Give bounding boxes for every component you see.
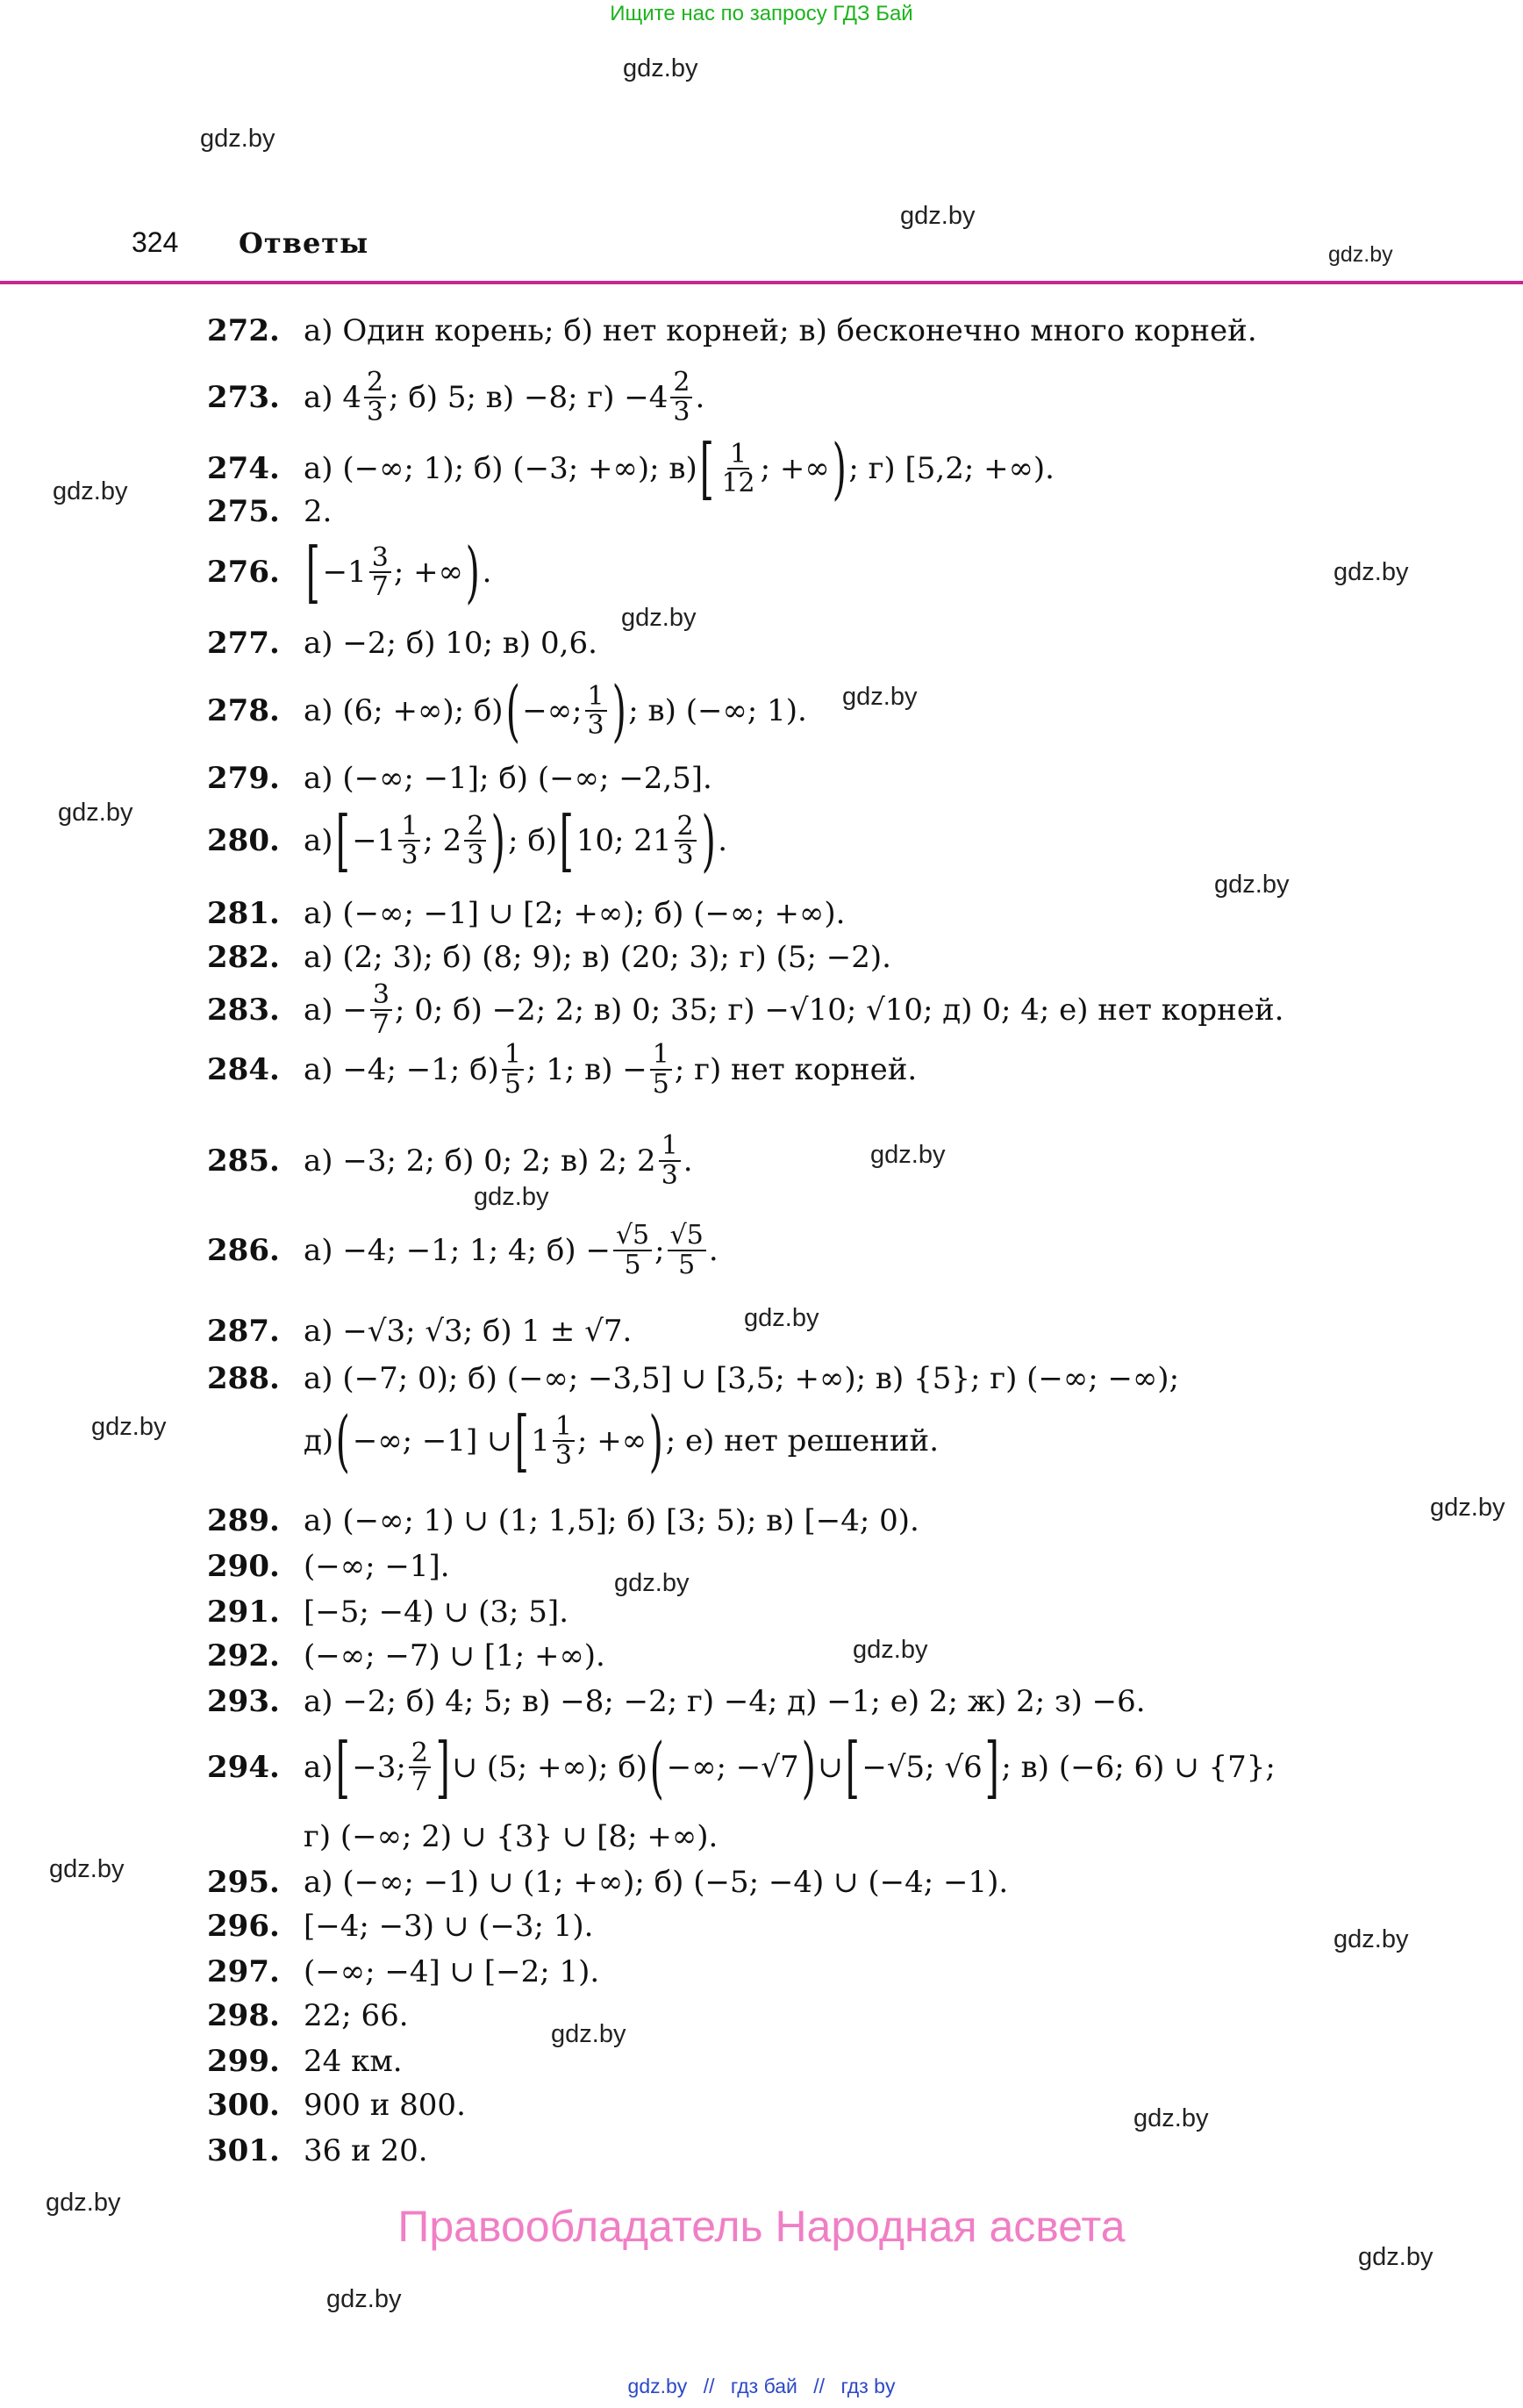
watermark: gdz.by xyxy=(53,477,128,505)
answer-293: 293. а) −2; б) 4; 5; в) −8; −2; г) −4; д) −1; е) 2; ж) 2; з) −6. xyxy=(207,1684,1146,1719)
link-gdz-bai[interactable]: гдз бай xyxy=(730,2375,797,2397)
link-gdz-by-ru[interactable]: гдз by xyxy=(840,2375,896,2397)
watermark: gdz.by xyxy=(870,1141,946,1169)
fraction: $\frac{3}{7}$ xyxy=(369,544,391,601)
watermark: gdz.by xyxy=(1334,558,1409,586)
watermark: gdz.by xyxy=(200,125,275,153)
answer-288-continued: д) ( −∞; −1] ∪ [ 1 $\frac{1}{3}$ ; +∞ ) ; е) нет решений. xyxy=(304,1401,940,1480)
answer-286: 286. а) −4; −1; 1; 4; б) − $\frac{√5}{5}$ ; $\frac{√5}{5}$ . xyxy=(207,1220,719,1280)
watermark: gdz.by xyxy=(91,1413,167,1441)
separator: // xyxy=(703,2375,715,2397)
watermark: gdz.by xyxy=(842,683,918,711)
fraction: $\frac{2}{3}$ xyxy=(670,369,692,426)
answer-288: 288. а) (−7; 0); б) (−∞; −3,5] ∪ [3,5; +∞); в) {5}; г) (−∞; −∞); xyxy=(207,1361,1180,1396)
link-gdz-by[interactable]: gdz.by xyxy=(627,2375,688,2397)
answer-274: 274. а) (−∞; 1); б) (−3; +∞); в) [ $\frac{1}{12}$ ; +∞ ) ; г) [5,2; +∞). xyxy=(207,429,1055,507)
answer-273: 273. а) 4 $\frac{2}{3}$ ; б) 5; в) −8; г) −4 $\frac{2}{3}$ . xyxy=(207,367,705,427)
answer-295: 295. а) (−∞; −1) ∪ (1; +∞); б) (−5; −4) ∪ (−4; −1). xyxy=(207,1865,1009,1900)
fraction: $\frac{1}{3}$ xyxy=(398,813,420,870)
answer-300: 300. 900 и 800. xyxy=(207,2088,466,2123)
watermark: gdz.by xyxy=(900,202,976,230)
separator: // xyxy=(813,2375,826,2397)
fraction: $\frac{1}{3}$ xyxy=(553,1413,575,1470)
watermark: gdz.by xyxy=(46,2189,121,2217)
answer-281: 281. а) (−∞; −1] ∪ [2; +∞); б) (−∞; +∞). xyxy=(207,896,846,931)
watermark: gdz.by xyxy=(474,1183,549,1211)
answer-280: 280. а) [ −1 $\frac{1}{3}$ ; 2 $\frac{2}{3}$ ) ; б) [ 10; 21 $\frac{2}{3}$ ) . xyxy=(207,801,728,879)
answer-298: 298. 22; 66. xyxy=(207,1998,409,2033)
fraction: $\frac{√5}{5}$ xyxy=(613,1222,652,1279)
answer-289: 289. а) (−∞; 1) ∪ (1; 1,5]; б) [3; 5); в) [−4; 0). xyxy=(207,1503,919,1538)
watermark: gdz.by xyxy=(1358,2243,1434,2271)
answer-272: 272. а) Один корень; б) нет корней; в) бесконечно много корней. xyxy=(207,313,1257,348)
fraction: $\frac{3}{7}$ xyxy=(370,981,392,1038)
answer-276: 276. [ −1 $\frac{3}{7}$ ; +∞ ) . xyxy=(207,533,492,611)
fraction: $\frac{1}{5}$ xyxy=(502,1041,524,1098)
answer-278: 278. а) (6; +∞); б) ( −∞; $\frac{1}{3}$ ) ; в) (−∞; 1). xyxy=(207,671,807,749)
fraction: $\frac{2}{7}$ xyxy=(409,1739,431,1796)
answer-277: 277. а) −2; б) 10; в) 0,6. xyxy=(207,626,597,661)
answer-294: 294. а) [ −3; $\frac{2}{7}$ ] ∪ (5; +∞); б) ( −∞; −√7 ) ∪ [ −√5; √6 ] ; в) (−6; 6) ∪ {7}; xyxy=(207,1728,1276,1806)
watermark: gdz.by xyxy=(1334,1925,1409,1953)
fraction: $\frac{2}{3}$ xyxy=(675,813,697,870)
fraction: $\frac{1}{3}$ xyxy=(659,1132,681,1189)
answer-275: 275. 2. xyxy=(207,494,332,529)
fraction: $\frac{1}{12}$ xyxy=(721,438,755,498)
watermark: gdz.by xyxy=(551,2020,626,2048)
answer-294-continued: г) (−∞; 2) ∪ {3} ∪ [8; +∞). xyxy=(304,1819,719,1854)
answer-287: 287. а) −√3; √3; б) 1 ± √7. xyxy=(207,1314,633,1349)
answer-299: 299. 24 км. xyxy=(207,2044,403,2079)
answer-279: 279. а) (−∞; −1]; б) (−∞; −2,5]. xyxy=(207,761,712,796)
answer-301: 301. 36 и 20. xyxy=(207,2133,428,2168)
search-banner[interactable]: Ищите нас по запросу ГДЗ Бай xyxy=(610,2,913,25)
watermark: gdz.by xyxy=(58,799,133,827)
fraction: $\frac{1}{3}$ xyxy=(585,683,607,740)
answer-291: 291. [−5; −4) ∪ (3; 5]. xyxy=(207,1595,568,1630)
section-title: Ответы xyxy=(239,226,369,260)
watermark: gdz.by xyxy=(49,1855,125,1883)
bottom-links xyxy=(0,2375,1523,2398)
watermark: gdz.by xyxy=(853,1636,928,1664)
watermark: gdz.by xyxy=(1214,871,1290,899)
answer-296: 296. [−4; −3) ∪ (−3; 1). xyxy=(207,1909,594,1944)
header-divider xyxy=(0,281,1523,284)
answer-284: 284. а) −4; −1; б) $\frac{1}{5}$ ; 1; в) − $\frac{1}{5}$ ; г) нет корней. xyxy=(207,1039,918,1100)
watermark: gdz.by xyxy=(744,1304,819,1332)
watermark: gdz.by xyxy=(614,1569,690,1597)
watermark: gdz.by xyxy=(623,54,698,82)
watermark: gdz.by xyxy=(1328,242,1393,267)
answer-285: 285. а) −3; 2; б) 0; 2; в) 2; 2 $\frac{1}{3}$ . xyxy=(207,1130,693,1191)
watermark: gdz.by xyxy=(1133,2104,1209,2132)
fraction: $\frac{√5}{5}$ xyxy=(668,1222,706,1279)
answer-290: 290. (−∞; −1]. xyxy=(207,1549,450,1584)
fraction: $\frac{2}{3}$ xyxy=(464,813,486,870)
answer-283: 283. а) − $\frac{3}{7}$ ; 0; б) −2; 2; в) 0; 35; г) −√10; √10; д) 0; 4; е) нет корней. xyxy=(207,979,1284,1040)
fraction: $\frac{1}{5}$ xyxy=(650,1041,672,1098)
copyright-notice: Правообладатель Народная асвета xyxy=(397,2202,1126,2251)
watermark: gdz.by xyxy=(1430,1494,1505,1522)
page-number: 324 xyxy=(132,226,179,258)
fraction: $\frac{2}{3}$ xyxy=(364,369,386,426)
answer-292: 292. (−∞; −7) ∪ [1; +∞). xyxy=(207,1638,605,1673)
answer-297: 297. (−∞; −4] ∪ [−2; 1). xyxy=(207,1954,600,1989)
watermark: gdz.by xyxy=(621,604,697,632)
answer-282: 282. а) (2; 3); б) (8; 9); в) (20; 3); г) (5; −2). xyxy=(207,940,891,975)
watermark: gdz.by xyxy=(326,2285,402,2313)
